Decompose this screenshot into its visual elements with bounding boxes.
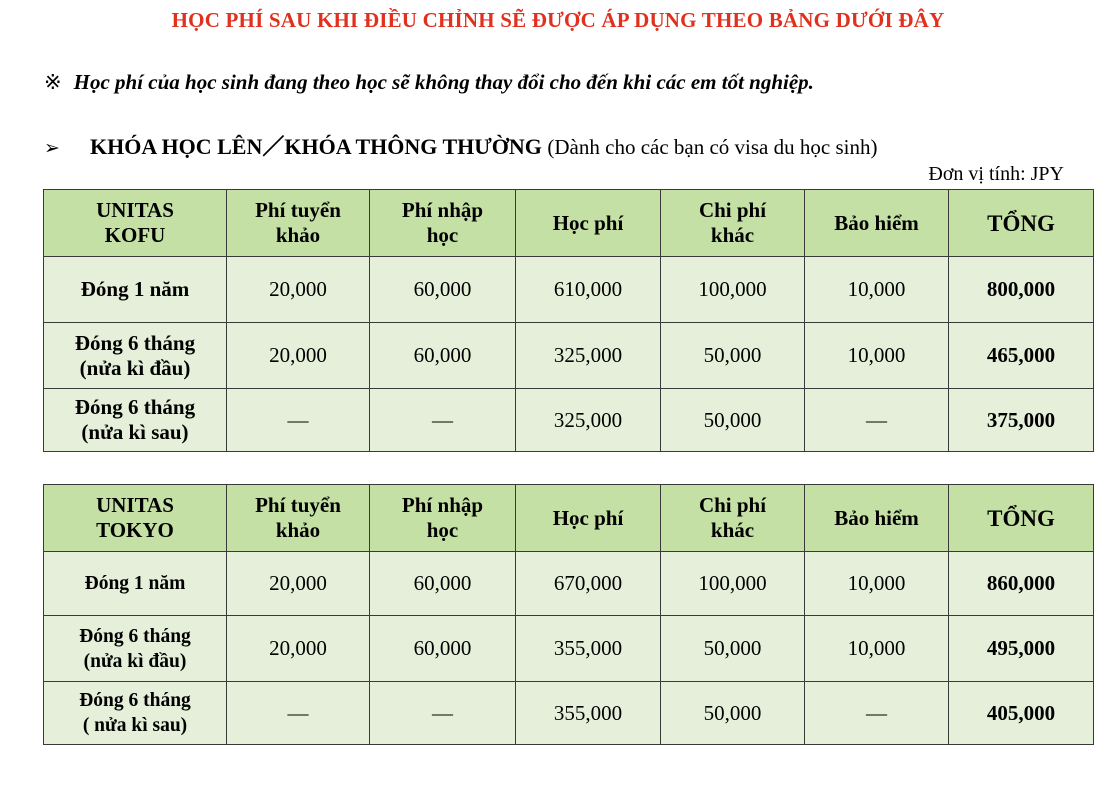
cell-admission-fee: 60,000 — [370, 323, 516, 389]
campus-name: UNITAS KOFU — [44, 190, 227, 257]
reference-mark-icon: ※ — [44, 70, 62, 94]
cell-other-fee: 100,000 — [661, 552, 805, 616]
col-header-total: TỔNG — [949, 485, 1094, 552]
fee-table-kofu — [43, 189, 1094, 452]
cell-tuition: 325,000 — [516, 323, 661, 389]
cell-other-fee: 50,000 — [661, 616, 805, 682]
col-header-insurance: Bảo hiểm — [805, 485, 949, 552]
course-subtitle: (Dành cho các bạn có visa du học sinh) — [547, 135, 878, 159]
row-label: Đóng 6 tháng ( nửa kì sau) — [44, 682, 227, 745]
note-text: Học phí của học sinh đang theo học sẽ không thay đổi cho đến khi các em tốt nghiệp. — [73, 70, 814, 94]
cell-admission-fee: 60,000 — [370, 257, 516, 323]
cell-tuition: 355,000 — [516, 616, 661, 682]
col-header-insurance: Bảo hiểm — [805, 190, 949, 257]
cell-insurance: 10,000 — [805, 552, 949, 616]
cell-other-fee: 100,000 — [661, 257, 805, 323]
col-header-tuition: Học phí — [516, 485, 661, 552]
cell-insurance: 10,000 — [805, 616, 949, 682]
col-header-other-fee: Chi phí khác — [661, 190, 805, 257]
table-header-row — [44, 190, 1094, 257]
table-row — [44, 616, 1094, 682]
col-header-admission-fee: Phí nhập học — [370, 190, 516, 257]
arrow-bullet-icon: ➢ — [44, 138, 60, 159]
table-row — [44, 682, 1094, 745]
cell-tuition: 610,000 — [516, 257, 661, 323]
cell-total: 375,000 — [949, 389, 1094, 452]
table-row — [44, 257, 1094, 323]
cell-exam-fee: — — [227, 389, 370, 452]
cell-exam-fee: 20,000 — [227, 552, 370, 616]
cell-admission-fee: 60,000 — [370, 552, 516, 616]
cell-admission-fee: 60,000 — [370, 616, 516, 682]
fee-table-tokyo — [43, 484, 1094, 745]
cell-other-fee: 50,000 — [661, 389, 805, 452]
table-header-row — [44, 485, 1094, 552]
col-header-tuition: Học phí — [516, 190, 661, 257]
col-header-other-fee: Chi phí khác — [661, 485, 805, 552]
cell-insurance: 10,000 — [805, 257, 949, 323]
cell-insurance: 10,000 — [805, 323, 949, 389]
row-label: Đóng 6 tháng (nửa kì đầu) — [44, 616, 227, 682]
cell-total: 800,000 — [949, 257, 1094, 323]
cell-total: 495,000 — [949, 616, 1094, 682]
cell-total: 465,000 — [949, 323, 1094, 389]
cell-other-fee: 50,000 — [661, 323, 805, 389]
course-heading — [44, 130, 877, 161]
cell-total: 405,000 — [949, 682, 1094, 745]
table-row — [44, 389, 1094, 452]
row-label: Đóng 6 tháng (nửa kì sau) — [44, 389, 227, 452]
table-row — [44, 323, 1094, 389]
col-header-admission-fee: Phí nhập học — [370, 485, 516, 552]
col-header-total: TỔNG — [949, 190, 1094, 257]
cell-exam-fee: — — [227, 682, 370, 745]
cell-insurance: — — [805, 682, 949, 745]
cell-exam-fee: 20,000 — [227, 616, 370, 682]
currency-unit: Đơn vị tính: JPY — [928, 163, 1064, 185]
page-title: HỌC PHÍ SAU KHI ĐIỀU CHỈNH SẼ ĐƯỢC ÁP DỤNG THEO BẢNG DƯỚI ĐÂY — [171, 8, 945, 32]
cell-admission-fee: — — [370, 389, 516, 452]
cell-tuition: 325,000 — [516, 389, 661, 452]
col-header-exam-fee: Phí tuyển khảo — [227, 190, 370, 257]
table-row — [44, 552, 1094, 616]
course-name: KHÓA HỌC LÊN／KHÓA THÔNG THƯỜNG — [90, 134, 542, 159]
cell-tuition: 670,000 — [516, 552, 661, 616]
cell-insurance: — — [805, 389, 949, 452]
cell-exam-fee: 20,000 — [227, 323, 370, 389]
cell-admission-fee: — — [370, 682, 516, 745]
cell-tuition: 355,000 — [516, 682, 661, 745]
row-label: Đóng 1 năm — [44, 257, 227, 323]
col-header-exam-fee: Phí tuyển khảo — [227, 485, 370, 552]
note — [44, 70, 814, 95]
row-label: Đóng 1 năm — [44, 552, 227, 616]
row-label: Đóng 6 tháng (nửa kì đầu) — [44, 323, 227, 389]
cell-exam-fee: 20,000 — [227, 257, 370, 323]
campus-name: UNITAS TOKYO — [44, 485, 227, 552]
cell-other-fee: 50,000 — [661, 682, 805, 745]
cell-total: 860,000 — [949, 552, 1094, 616]
